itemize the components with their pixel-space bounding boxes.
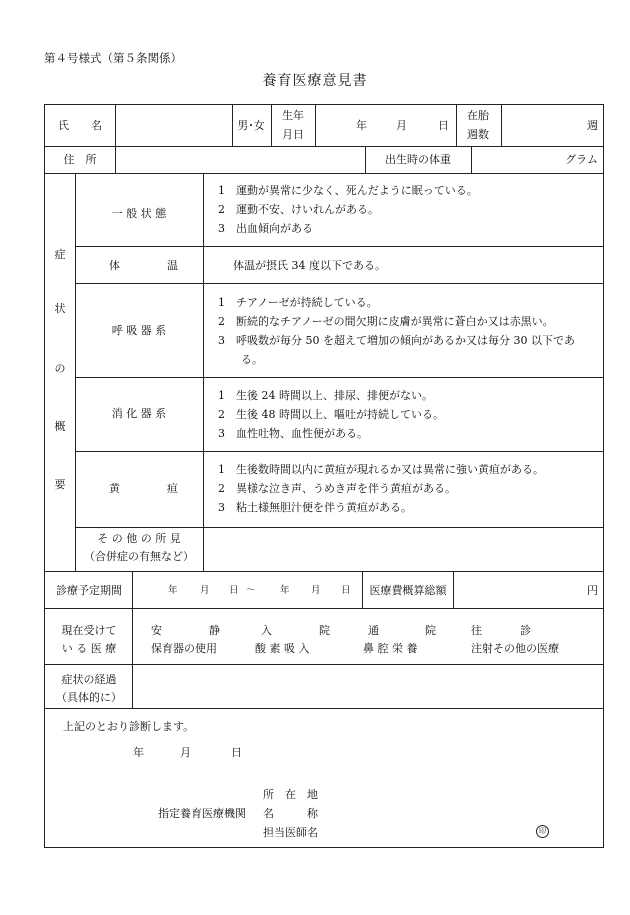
rule-row2-bottom — [45, 173, 603, 174]
period-tilde: ～ — [246, 585, 256, 596]
care-option-char: 静 — [209, 624, 220, 637]
rule-v — [132, 571, 133, 608]
rule-temperature-bottom — [75, 283, 603, 284]
care-option-char: 往 — [471, 624, 482, 637]
care-option-char: 院 — [425, 624, 436, 637]
designated-institution-label: 指定養育医療機関 — [158, 807, 246, 820]
symptoms-group-char: 要 — [54, 478, 66, 491]
digestive-item: 3 血性吐物、血性便がある。 — [218, 427, 368, 440]
respiratory-item-continued: る。 — [241, 353, 263, 366]
digestive-label: 消 化 器 系 — [111, 407, 167, 420]
rule-v — [75, 173, 76, 571]
digestive-item: 1 生後 24 時間以上、排尿、排便がない。 — [218, 389, 433, 402]
declaration-text: 上記のとおり診断します。 — [63, 720, 195, 733]
jaundice-item: 1 生後数時間以内に黄疸が現れるか又は異常に強い黄疸がある。 — [218, 463, 544, 476]
gestation-label-1: 在胎 — [467, 109, 489, 122]
rule-v — [453, 571, 454, 608]
rule-course-bottom — [45, 708, 603, 709]
rule-digestive-bottom — [75, 451, 603, 452]
birth-year-unit: 年 — [356, 119, 367, 132]
rule-v — [456, 105, 457, 146]
institution-name-label: 名 称 — [263, 807, 318, 820]
course-label-2: （具体的に） — [56, 691, 122, 704]
period-start-month: 月 — [200, 585, 210, 596]
rule-period-bottom — [45, 608, 603, 609]
care-option-char: 安 — [151, 624, 162, 637]
birth-weight-label: 出生時の体重 — [385, 153, 451, 166]
respiratory-item: 3 呼吸数が毎分 50 を超えて増加の傾向があるか又は毎分 30 以下であ — [218, 334, 575, 347]
treatment-period-label: 診療予定期間 — [56, 584, 122, 597]
period-end-day: 日 — [341, 585, 351, 596]
care-option-char: 通 — [368, 624, 379, 637]
other-findings-label-1: そ の 他 の 所 見 — [97, 532, 181, 545]
document-title: 養育医療意見書 — [262, 73, 368, 89]
temperature-label-a: 体 — [109, 259, 120, 272]
form-number: 第４号様式（第５条関係） — [44, 51, 182, 65]
temperature-item: 体温が摂氏 34 度以下である。 — [233, 259, 386, 272]
jaundice-item: 3 粘土様無胆汁便を伴う黄疸がある。 — [218, 501, 412, 514]
current-care-label-2: い る 医 療 — [61, 642, 117, 655]
birth-day-unit: 日 — [438, 119, 449, 132]
attending-doctor-label: 担当医師名 — [263, 826, 318, 839]
rule-general-bottom — [75, 246, 603, 247]
general-state-label: 一 般 状 態 — [111, 207, 167, 220]
rule-v — [365, 146, 366, 173]
birthdate-label-2: 月日 — [282, 128, 304, 141]
care-option-char: 入 — [261, 624, 272, 637]
name-label: 氏 名 — [58, 119, 102, 132]
general-state-item: 1 運動が異常に少なく、死んだように眠っている。 — [218, 184, 478, 197]
rule-v — [115, 146, 116, 173]
rule-v — [362, 571, 363, 608]
course-label-1: 症状の経過 — [61, 673, 117, 686]
respiratory-label: 呼 吸 器 系 — [111, 324, 167, 337]
jaundice-label-b: 疸 — [167, 482, 178, 495]
rule-v — [271, 105, 272, 146]
temperature-label-b: 温 — [167, 259, 178, 272]
care-option-char: 診 — [520, 624, 531, 637]
care-option-oxygen: 酸 素 吸 入 — [255, 642, 310, 655]
symptoms-group-char: の — [54, 362, 66, 375]
respiratory-item: 1 チアノーゼが持続している。 — [218, 296, 378, 309]
rule-jaundice-bottom — [75, 527, 603, 528]
rule-symptoms-bottom — [45, 571, 603, 572]
gram-unit: グラム — [565, 153, 598, 166]
rule-row1-bottom — [45, 146, 603, 147]
declaration-month: 月 — [180, 746, 191, 759]
birth-month-unit: 月 — [396, 119, 407, 132]
declaration-year: 年 — [133, 746, 144, 759]
gestation-week-unit: 週 — [587, 119, 598, 132]
estimated-cost-label: 医療費概算総額 — [369, 584, 447, 597]
current-care-label-1: 現在受けて — [61, 624, 117, 637]
period-end-year: 年 — [280, 585, 290, 596]
rule-v — [315, 105, 316, 146]
general-state-item: 2 運動不安、けいれんがある。 — [218, 203, 379, 216]
jaundice-item: 2 異様な泣き声、うめき声を伴う黄疸がある。 — [218, 482, 456, 495]
symptoms-group-char: 概 — [54, 420, 66, 433]
care-option-char: 院 — [319, 624, 330, 637]
rule-v — [132, 608, 133, 708]
period-end-month: 月 — [311, 585, 321, 596]
period-start-day: 日 — [229, 585, 239, 596]
seal-mark: 印 — [536, 825, 549, 838]
rule-current-bottom — [45, 664, 603, 665]
yen-unit: 円 — [587, 584, 598, 597]
rule-v — [232, 105, 233, 146]
period-start-year: 年 — [168, 585, 178, 596]
rule-v — [471, 146, 472, 173]
declaration-day: 日 — [231, 746, 242, 759]
symptoms-group-char: 状 — [54, 302, 66, 315]
address-label: 住 所 — [63, 153, 97, 166]
symptoms-group-char: 症 — [54, 248, 66, 261]
care-option-nasal-feeding: 鼻 腔 栄 養 — [363, 642, 418, 655]
gestation-label-2: 週数 — [467, 128, 489, 141]
jaundice-label-a: 黄 — [109, 482, 120, 495]
rule-v — [501, 105, 502, 146]
rule-v — [203, 173, 204, 571]
institution-location-label: 所 在 地 — [263, 788, 318, 801]
rule-respiratory-bottom — [75, 377, 603, 378]
respiratory-item: 2 断続的なチアノーゼの間欠期に皮膚が異常に蒼白か又は赤黒い。 — [218, 315, 554, 328]
care-option-injection-other: 注射その他の医療 — [471, 642, 559, 655]
rule-v — [115, 105, 116, 146]
other-findings-label-2: （合併症の有無など） — [84, 550, 194, 563]
opinion-form-table — [44, 104, 604, 848]
digestive-item: 2 生後 48 時間以上、嘔吐が持続している。 — [218, 408, 444, 421]
care-option-incubator: 保育器の使用 — [151, 642, 217, 655]
birthdate-label-1: 生年 — [282, 109, 304, 122]
general-state-item: 3 出血傾向がある — [218, 222, 313, 235]
sex-option: 男･女 — [237, 119, 265, 132]
